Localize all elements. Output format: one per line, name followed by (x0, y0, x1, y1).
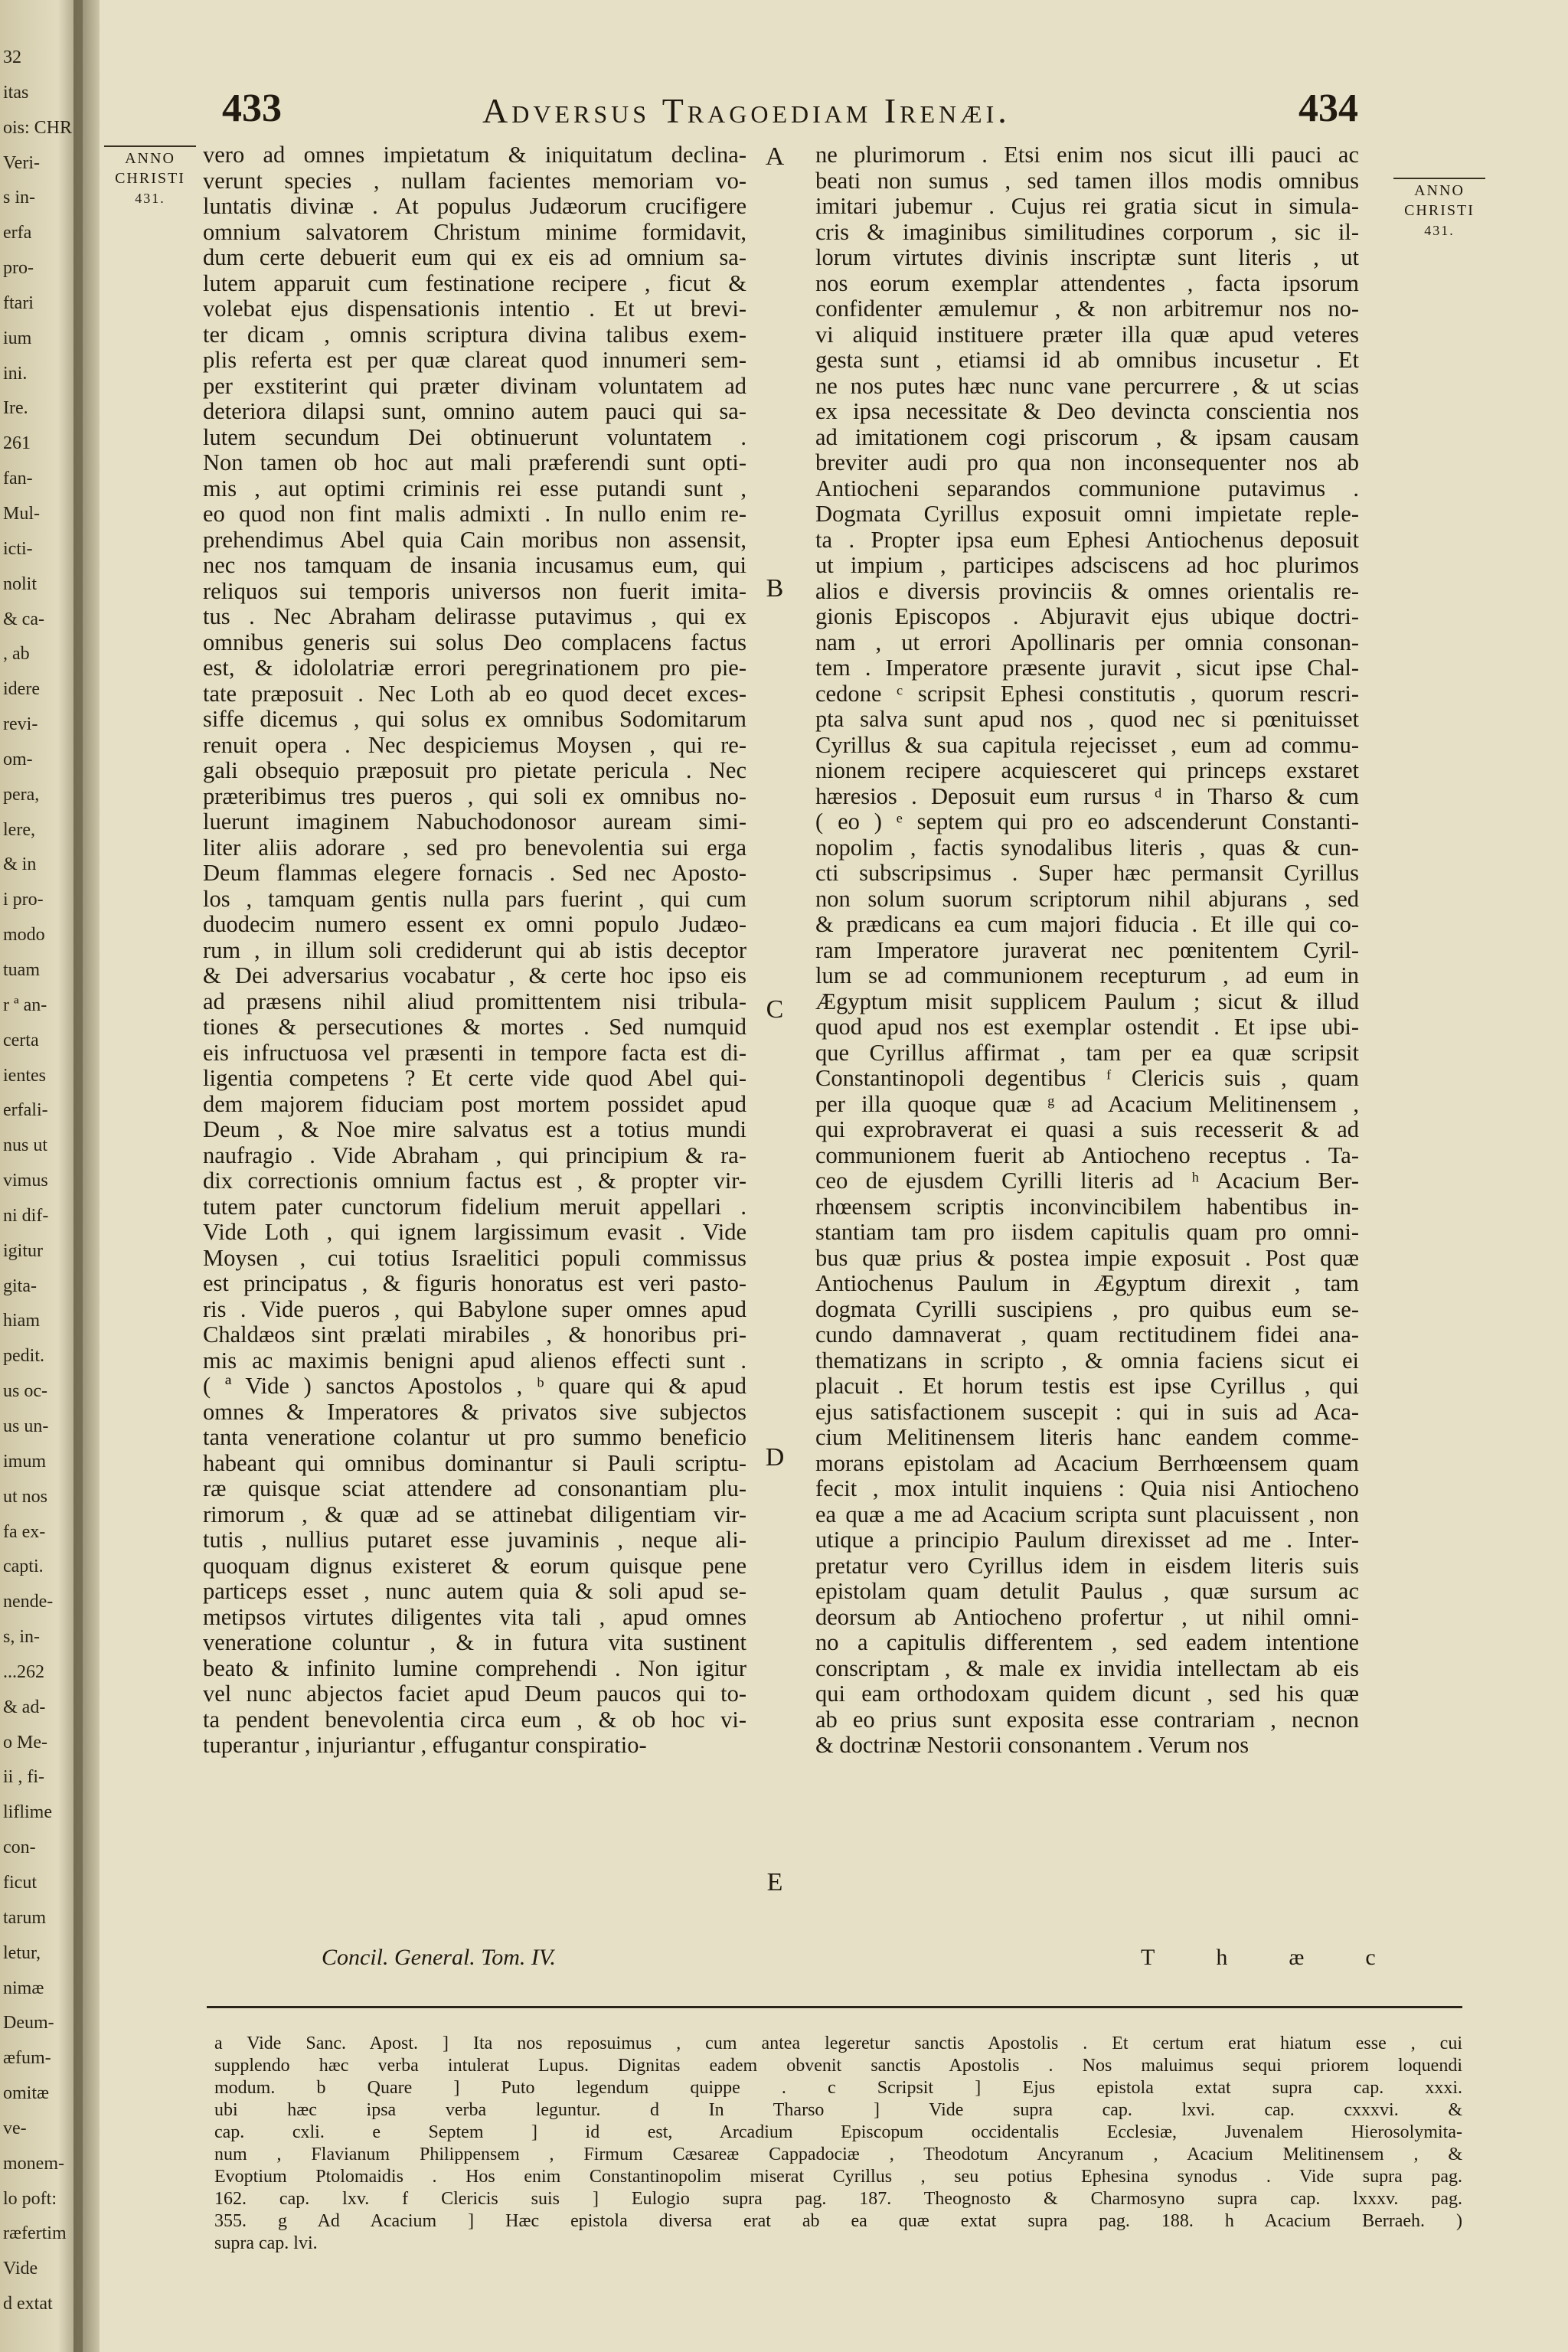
text-line: ram Imperatore juraverat nec pœnitentem Cyril- (815, 937, 1359, 963)
anno-year: 431. (135, 191, 165, 206)
section-marker-a: A (765, 142, 785, 171)
text-line: que Cyrillus affirmat , tam per ea quæ scripsit (815, 1040, 1359, 1066)
edge-fragment: us un- (3, 1416, 49, 1436)
text-line: beato & infinito lumine comprehendi . Non igitur (203, 1655, 746, 1681)
text-line: ter dicam , omnis scriptura divina talibus exem- (203, 322, 746, 348)
text-line: ea quæ a me ad Acacium scripta sunt placuissent , non (815, 1501, 1359, 1527)
text-line: Vide Loth , qui ignem largissimum evasit . Vide (203, 1220, 746, 1245)
text-line: tus . Nec Abraham delirasse putavimus , qui ex (203, 604, 746, 629)
text-line: pta salva sunt apud nos , quod nec si pœnituisset (815, 707, 1359, 732)
book-page (100, 0, 1568, 2352)
edge-fragment: nus ut (3, 1135, 48, 1156)
text-line: ris . Vide pueros , qui Babylone super omnes apud (203, 1296, 746, 1322)
anno-label: ANNO (104, 145, 196, 168)
text-line: tem . Imperatore præsente juravit , sicut ipse Chal- (815, 655, 1359, 681)
text-line: placuit . Et horum testis est ipse Cyrillus , qui (815, 1374, 1359, 1399)
text-line: tiones & persecutiones & mortes . Sed numquid (203, 1014, 746, 1040)
text-line: per exstiterint qui præter divinam voluntatem ad (203, 373, 746, 399)
text-line: ta . Propter ipsa eum Ephesi Antiochenus deposuit (815, 527, 1359, 553)
running-title: Adversus Tragoediam Irenæi. (482, 91, 1011, 130)
text-line: hæresios . Deposuit eum rursus ᵈ in Tharso & cum (815, 783, 1359, 809)
edge-fragment: Vide (3, 2259, 38, 2279)
edge-fragment: 32 (3, 47, 21, 67)
christi-label: CHRISTI (115, 170, 185, 187)
text-line: verunt species , nullam facientes memoriam vo- (203, 168, 746, 194)
edge-fragment: igitur (3, 1240, 43, 1261)
text-line: deorsum ab Antiocheno profertur , ut nihil omni- (815, 1604, 1359, 1630)
text-line: tutis , nullius putaret esse juvaminis , neque ali- (203, 1527, 746, 1553)
text-line: rum , in illum soli crediderunt qui ab istis deceptor (203, 937, 746, 963)
edge-fragment: lo poft: (3, 2188, 57, 2209)
edge-fragment: fa ex- (3, 1521, 46, 1542)
text-line: pretatur vero Cyrillus idem in eisdem literis suis (815, 1553, 1359, 1579)
text-line: vero ad omnes impietatum & iniquitatum declina- (203, 142, 746, 168)
edge-fragment: o Me- (3, 1732, 47, 1753)
footnote-line: Evoptium Ptolomaidis . Hos enim Constantinopolim miserat Cyrillus , seu potius Ephesina synodus . Vide supra pag. (214, 2167, 1462, 2187)
text-line: est principatus , & figuris honoratus est veri pasto- (203, 1271, 746, 1296)
text-line: rimorum , & quæ ad se attinebat diligentiam vir- (203, 1501, 746, 1527)
edge-fragment: revi- (3, 714, 38, 735)
right-column (815, 142, 1359, 1759)
text-line: quoquam dignus existeret & eorum quisque pene (203, 1553, 746, 1579)
text-line: nionem recipere acquiesceret qui princeps exstaret (815, 758, 1359, 783)
text-line: Cyrillus & sua capitula rejecisset , eum ad commu- (815, 732, 1359, 758)
edge-fragment: ut nos (3, 1486, 48, 1507)
edge-fragment: gita- (3, 1276, 37, 1296)
edge-fragment: con- (3, 1838, 36, 1858)
edge-fragment: æfum- (3, 2048, 51, 2069)
edge-fragment: us oc- (3, 1381, 47, 1402)
text-line: quod apud nos est exemplar ostendit . Et ipse ubi- (815, 1014, 1359, 1040)
edge-fragment: hiam (3, 1311, 40, 1331)
page-number-left: 433 (222, 87, 282, 130)
text-line: metipsos virtutes diligentes vita tali , apud omnes (203, 1604, 746, 1630)
text-line: per illa quoque quæ ᵍ ad Acacium Melitinensem , (815, 1091, 1359, 1117)
section-marker-c: C (766, 995, 784, 1024)
edge-fragment: s in- (3, 188, 35, 208)
text-line: ad imitationem cogi priscorum , & ipsam causam (815, 424, 1359, 450)
edge-fragment: erfa (3, 223, 32, 243)
edge-fragment: om- (3, 749, 33, 769)
footnote-line: cap. cxli. e Septem ] id est, Arcadium Episcopum occidentalis Ecclesiæ, Juvenalem Hierosolymita- (214, 2122, 1462, 2142)
text-line: non solum suorum scriptorum nihil abjurans , sed (815, 886, 1359, 912)
text-line: utique a principio Paulum direxisset ad me . Inter- (815, 1527, 1359, 1553)
text-line: ne plurimorum . Etsi enim nos sicut illi pauci ac (815, 142, 1359, 168)
text-line: dix correctionis omnium factus est , & propter vir- (203, 1168, 746, 1194)
footnote-line: modum. b Quare ] Puto legendum quippe . c Scripsit ] Ejus epistola extat supra cap. xxxi. (214, 2078, 1462, 2098)
edge-fragment: icti- (3, 538, 33, 559)
text-line: conscriptam , & male ex invidia intellectam ab eis (815, 1655, 1359, 1681)
text-line: lutem secundum Dei obtinuerunt voluntatem . (203, 424, 746, 450)
text-line: dogmata Cyrilli suscipiens , pro quibus eum se- (815, 1296, 1359, 1322)
text-line: gesta sunt , etiamsi id ab omnibus incusetur . Et (815, 348, 1359, 373)
text-line: gionis Episcopos . Abjuravit ejus ubique doctri- (815, 604, 1359, 629)
text-line: Deum flammas elegere fornacis . Sed nec Aposto- (203, 861, 746, 886)
section-marker-d: D (765, 1443, 785, 1472)
text-line: confidenter æmulemur , & non arbitremur nos no- (815, 296, 1359, 322)
text-line: & doctrinæ Nestorii consonantem . Verum nos (815, 1733, 1250, 1758)
text-line: est, & idololatriæ errori peregrinationem pro pie- (203, 655, 746, 681)
left-column (203, 142, 746, 1759)
edge-fragment: liflime (3, 1802, 52, 1823)
text-line: lutem apparuit cum festinatione recipere , ficut & (203, 270, 746, 296)
text-line: veneratione coluntur , & in futura vita sustinent (203, 1630, 746, 1655)
text-line: ut impium , participes adsciscens ad hoc plurimos (815, 553, 1359, 578)
text-line: ( ª Vide ) sanctos Apostolos , ᵇ quare qui & apud (203, 1374, 746, 1399)
edge-fragment: monem- (3, 2153, 64, 2174)
edge-fragment: ium (3, 328, 32, 348)
footnote-line: 355. g Ad Acacium ] Hæc epistola diversa erat ab ea quæ extat supra pag. 188. h Acacium Berraeh. ) (214, 2211, 1462, 2231)
text-line: prehendimus Abel quia Cain moribus non assensit, (203, 527, 746, 553)
text-line: ex ipsa necessitate & Deo devincta conscientia nos (815, 399, 1359, 424)
text-line: tanta veneratione colantur ut pro summo beneficio (203, 1425, 746, 1450)
text-line: Moysen , cui totius Israelitici populi commissus (203, 1245, 746, 1271)
edge-fragment: nolit (3, 573, 38, 594)
text-line: epistolam quam detulit Paulus , quæ sursum ac (815, 1579, 1359, 1604)
text-line: liter aliis adorare , sed pro benevolentia sui erga (203, 835, 746, 861)
anno-christi-right (1393, 178, 1485, 240)
signature-line: Concil. General. Tom. IV. (322, 1945, 556, 1970)
text-line: & Dei adversarius vocabatur , & certe hoc ipso eis (203, 963, 746, 988)
text-line: alios e diversis provinciis & omnes orientalis re- (815, 578, 1359, 604)
edge-fragment: nende- (3, 1592, 54, 1612)
text-line: bus quæ prius & postea impie exposuit . Post quæ (815, 1245, 1359, 1271)
text-line: cium Melitinensem literis hanc eandem comme- (815, 1425, 1359, 1450)
edge-fragment: vimus (3, 1171, 48, 1191)
text-line: ab eo prius sunt exposita esse contrariam , necnon (815, 1707, 1359, 1733)
text-line: breviter audi pro qua non inconsequenter nos ab (815, 450, 1359, 475)
edge-fragment: nimæ (3, 1978, 44, 1998)
edge-fragment: letur, (3, 1942, 41, 1963)
signature-mark (1141, 1945, 1437, 1971)
text-line: eis infructuosa vel præsenti in tempore facta est di- (203, 1040, 746, 1066)
page-number-right: 434 (1298, 87, 1358, 130)
edge-fragment: ve- (3, 2118, 27, 2138)
footnote-line: 162. cap. lxv. f Clericis suis ] Eulogio supra pag. 187. Theognosto & Charmosyno supra cap. lxxxv. pag. (214, 2189, 1462, 2209)
edge-fragment: pera, (3, 784, 40, 805)
edge-fragment: pro- (3, 258, 34, 279)
edge-fragment: , ab (3, 644, 30, 665)
edge-fragment: idere (3, 679, 40, 700)
text-line: gali obsequio præposuit pro pietate pericula . Nec (203, 758, 746, 783)
text-line: reliquos sui temporis universos non fuerit imita- (203, 578, 746, 604)
catchword: hæc (1216, 1945, 1437, 1970)
edge-fragment: pedit. (3, 1346, 44, 1367)
text-line: dum certe debuerit eum qui ex eis ad omnium sa- (203, 245, 746, 270)
text-line: morans epistolam ad Acacium Berrhœensem quam (815, 1450, 1359, 1476)
text-line: luerunt imaginem Nabuchodonosor auream simi- (203, 809, 746, 835)
text-line: ad præsens nihil aliud promittentem nisi tribula- (203, 988, 746, 1014)
footnote-line: supra cap. lvi. (214, 2233, 318, 2253)
text-line: ceo de ejusdem Cyrilli literis ad ʰ Acacium Ber- (815, 1168, 1359, 1194)
edge-fragment: lere, (3, 819, 35, 840)
text-line: Dogmata Cyrillus exposuit omni impietate reple- (815, 501, 1359, 527)
running-head (100, 86, 1568, 139)
edge-fragment: i pro- (3, 890, 44, 910)
edge-fragment: fan- (3, 469, 33, 489)
text-line: nam , ut errori Apollinaris per omnia consonan- (815, 629, 1359, 655)
text-line: Antiochenus Paulum in Ægyptum direxit , tam (815, 1271, 1359, 1296)
text-line: Deum , & Noe mire salvatus est a totius mundi (203, 1117, 746, 1142)
footnote-line: num , Flavianum Philippensem , Firmum Cæsareæ Cappadociæ , Theodotum Ancyranum , Acacium Melitinensem , & (214, 2145, 1462, 2164)
text-line: omnes & Imperatores & privatos sive subjectos (203, 1399, 746, 1425)
text-line: omnium salvatorem Christum minime formidavit, (203, 219, 746, 245)
edge-fragment: omitæ (3, 2083, 50, 2104)
text-line: deteriora dilapsi sunt, omnino autem pauci qui sa- (203, 399, 746, 424)
text-line: siffe dicemus , qui solus ex omnibus Sodomitarum (203, 707, 746, 732)
text-line: ne nos putes hæc nunc vane percurrere , & ut scias (815, 373, 1359, 399)
text-line: tutem pater cunctorum fidelium meruit appellari . (203, 1194, 746, 1220)
text-line: cundo damnaverat , quam rectitudinem fidei ana- (815, 1322, 1359, 1348)
text-line: cedone ᶜ scripsit Ephesi constitutis , quorum rescri- (815, 681, 1359, 707)
footnote-line: supplendo hæc verba intulerat Lupus. Dignitas eadem obvenit sanctis Apostolis . Nos maluimus sequi priorem loquendi (214, 2056, 1462, 2076)
text-line: eo quod non fint malis admixti . In nullo enim re- (203, 501, 746, 527)
text-line: Constantinopoli degentibus ᶠ Clericis suis , quam (815, 1066, 1359, 1091)
edge-fragment: itas (3, 82, 29, 103)
text-line: præteribimus tres pueros , qui soli ex omnibus no- (203, 783, 746, 809)
footnote-line: ubi hæc ipsa verba leguntur. d In Tharso ] Vide supra cap. lxvi. cap. cxxxvi. & (214, 2100, 1462, 2120)
text-line: tuperantur , injuriantur , effugantur conspiratio- (203, 1733, 647, 1758)
anno-year: 431. (1424, 223, 1455, 238)
anno-christi-left (104, 145, 196, 208)
text-line: cris & imaginibus similitudines corporum , sic il- (815, 219, 1359, 245)
edge-fragment: s, in- (3, 1627, 40, 1648)
edge-fragment: Veri- (3, 152, 40, 173)
text-line: no a capitulis differentem , sed eadem intentione (815, 1630, 1359, 1655)
section-marker-b: B (766, 574, 784, 603)
text-line: mis ac maximis benigni apud alienos effecti sunt . (203, 1348, 746, 1374)
edge-fragment: Mul- (3, 504, 40, 524)
footnote-line: a Vide Sanc. Apost. ] Ita nos reposuimus , cum antea legeretur sanctis Apostolis . Et certum erat hiatum esse , cui (214, 2034, 1462, 2053)
edge-fragment: ficut (3, 1873, 37, 1893)
text-line: beati non sumus , sed tamen illos modis omnibus (815, 168, 1359, 194)
text-line: cti subscripsimus . Super hæc permansit Cyrillus (815, 861, 1359, 886)
text-line: lum se ad communionem recepturum , ad eum in (815, 963, 1359, 988)
edge-fragment: capti. (3, 1557, 44, 1577)
edge-fragment: 261 (3, 433, 31, 454)
anno-label: ANNO (1393, 178, 1485, 201)
text-line: Antiocheni separandos communione putavimus . (815, 475, 1359, 501)
text-line: Chaldæos sint prælati mirabiles , & honoribus pri- (203, 1322, 746, 1348)
text-line: nopolim , factis synodalibus literis , quas & cun- (815, 835, 1359, 861)
christi-label: CHRISTI (1404, 202, 1475, 219)
text-line: los , tamquam gentis nulla pars fuerint , qui cum (203, 886, 746, 912)
edge-fragment: d extat (3, 2294, 53, 2314)
edge-fragment: ii , fi- (3, 1767, 44, 1788)
edge-fragment: ftari (3, 292, 34, 313)
text-line: dem majorem fiduciam post mortem possidet apud (203, 1091, 746, 1117)
edge-fragment: ræfertim (3, 2223, 67, 2244)
text-line: omnibus generis sui solus Deo complacens factus (203, 629, 746, 655)
text-line: tate præposuit . Nec Loth ab eo quod decet exces- (203, 681, 746, 707)
edge-fragment: tuam (3, 960, 40, 980)
text-line: Ægyptum misit supplicem Paulum ; sicut & illud (815, 988, 1359, 1014)
edge-fragment: tarum (3, 1907, 46, 1928)
text-line: nec nos tamquam de insania incusamus eum, qui (203, 553, 746, 578)
text-line: mis , aut optimi criminis rei esse putandi sunt , (203, 475, 746, 501)
text-line: duodecim numero essent ex omni populo Judæo- (203, 912, 746, 937)
text-line: thematizans in scripto , & omnia faciens sicut ei (815, 1348, 1359, 1374)
text-line: particeps esset , nunc autem quia & soli apud se- (203, 1579, 746, 1604)
edge-fragment: Deum- (3, 2013, 54, 2034)
text-line: ( eo ) ᵉ septem qui pro eo adscenderunt Constanti- (815, 809, 1359, 835)
text-line: ræ quisque sciat attendere ad consonantiam plu- (203, 1476, 746, 1501)
signature-letter: T (1141, 1945, 1217, 1970)
edge-fragment: imum (3, 1451, 47, 1472)
section-marker-e: E (766, 1868, 783, 1896)
text-line: plis referta est per quæ clareat quod innumeri sem- (203, 348, 746, 373)
text-line: vel nunc abjectos faciet apud Deum paucos qui to- (203, 1681, 746, 1707)
text-line: stantiam tam pro iisdem capitulis quam pro omni- (815, 1220, 1359, 1245)
text-line: ejus satisfactionem suscepit : qui in suis ad Aca- (815, 1399, 1359, 1425)
edge-fragment: modo (3, 925, 45, 946)
text-line: renuit opera . Nec despiciemus Moysen , qui re- (203, 732, 746, 758)
edge-fragment: & ca- (3, 609, 44, 629)
edge-fragment: ois: CHR (3, 117, 73, 138)
text-line: luntatis divinæ . At populus Judæorum crucifigere (203, 194, 746, 219)
text-line: Non tamen ob hoc aut mali præferendi sunt opti- (203, 450, 746, 475)
edge-fragment: & ad- (3, 1697, 46, 1717)
text-line: volebat ejus dispensationis intentio . Et ut brevi- (203, 296, 746, 322)
text-line: qui exprobraverat ei quasi a suis recesserit & ad (815, 1117, 1359, 1142)
text-line: habeant qui omnibus dominantur si Pauli scriptu- (203, 1450, 746, 1476)
text-line: qui eam orthodoxam quidem dicunt , sed his quæ (815, 1681, 1359, 1707)
text-line: communionem fuerit ab Antiocheno receptus . Ta- (815, 1142, 1359, 1168)
text-line: ta pendent benevolentia circa eum , & ob hoc vi- (203, 1707, 746, 1733)
text-line: nos eorum exemplar attendentes , facta ipsorum (815, 270, 1359, 296)
text-line: rhœensem scriptis inconvincibilem habentibus in- (815, 1194, 1359, 1220)
edge-fragment: & in (3, 854, 37, 875)
edge-fragment: ientes (3, 1065, 46, 1086)
edge-fragment: r ª an- (3, 995, 47, 1015)
footnote-rule (207, 2006, 1462, 2008)
edge-fragment: Ire. (3, 398, 28, 419)
text-line: naufragio . Vide Abraham , qui principium & ra- (203, 1142, 746, 1168)
adjacent-page-edge (0, 0, 83, 2352)
text-line: lorum virtutes divinis inscriptæ sunt literis , ut (815, 245, 1359, 270)
edge-fragment: ...262 (3, 1661, 44, 1682)
edge-fragment: erfali- (3, 1100, 48, 1121)
edge-fragment: ni dif- (3, 1205, 49, 1226)
text-line: imitari jubemur . Cujus rei gratia sicut in simula- (815, 194, 1359, 219)
footnotes (214, 2033, 1462, 2255)
edge-fragment: certa (3, 1030, 39, 1050)
edge-fragment: ini. (3, 363, 28, 384)
text-line: ligentia competens ? Et certe vide quod Abel qui- (203, 1066, 746, 1091)
text-line: fecit , mox intulit inquiens : Quia nisi Antiocheno (815, 1476, 1359, 1501)
text-line: & prædicans ea cum majori fiducia . Et ille qui co- (815, 912, 1359, 937)
text-line: vi aliquid instituere præter illa quæ apud veteres (815, 322, 1359, 348)
